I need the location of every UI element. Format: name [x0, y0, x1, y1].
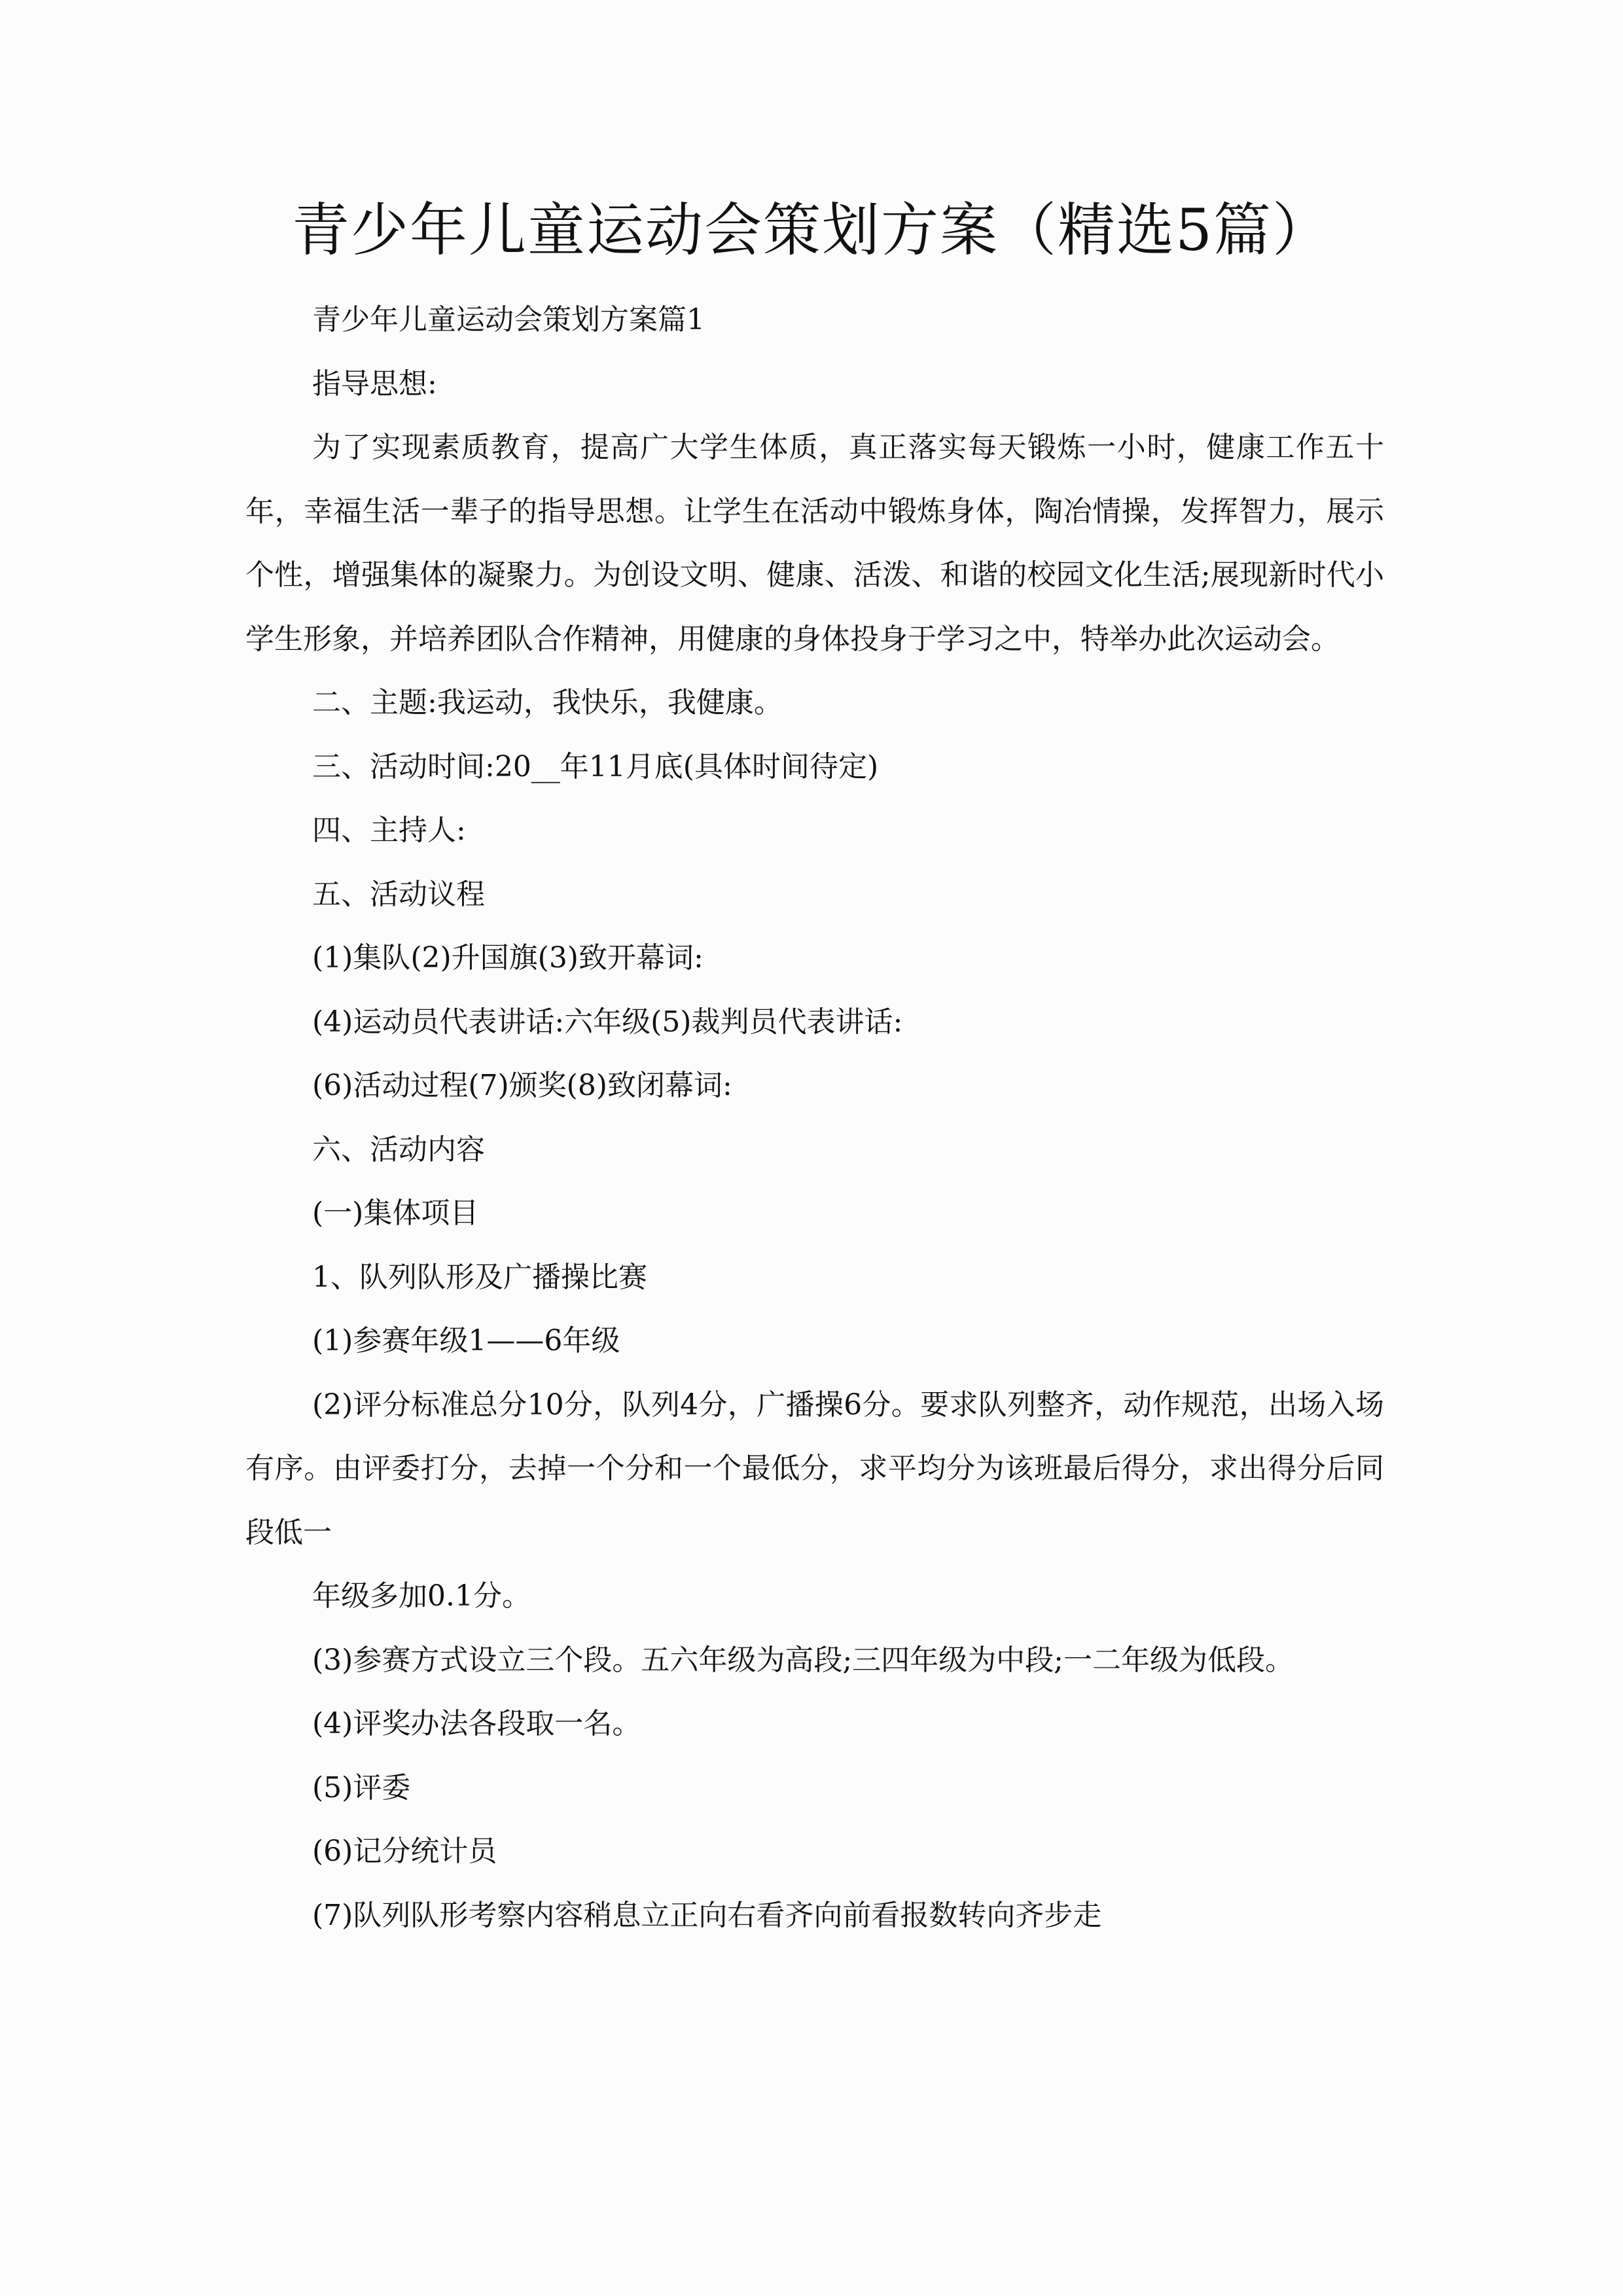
participating-grades-line: (1)参赛年级1——6年级	[312, 1324, 620, 1357]
participation-method-paragraph: (3)参赛方式设立三个段。五六年级为高段;三四年级为中段;一二年级为低段。	[312, 1643, 1294, 1677]
section-heading-part-1: 青少年儿童运动会策划方案篇1	[312, 303, 705, 336]
document-title: 青少年儿童运动会策划方案（精选5篇）	[292, 196, 1331, 264]
activity-time-line: 三、活动时间:20__年11月底(具体时间待定)	[312, 749, 879, 783]
scoring-criteria-paragraph: (2)评分标准总分10分，队列4分，广播操6分。要求队列整齐，动作规范，出场入场有序。由评委打分，去掉一个分和一个最低分，求平均分为该班最后得分，求出得分后同段低一	[245, 1388, 1384, 1549]
guiding-ideology-heading: 指导思想:	[312, 367, 437, 401]
award-method-line: (4)评奖办法各段取一名。	[312, 1707, 641, 1740]
theme-line: 二、主题:我运动，我快乐，我健康。	[312, 686, 783, 719]
group-events-heading: (一)集体项目	[312, 1196, 479, 1230]
document-body	[245, 288, 1384, 1947]
agenda-item-6-8: (6)活动过程(7)颁奖(8)致闭幕词:	[312, 1069, 732, 1102]
judges-line: (5)评委	[312, 1770, 411, 1804]
agenda-heading: 五、活动议程	[312, 877, 485, 911]
scorekeeper-line: (6)记分统计员	[312, 1835, 497, 1868]
grade-bonus-line: 年级多加0.1分。	[312, 1579, 531, 1613]
agenda-item-4-5: (4)运动员代表讲话:六年级(5)裁判员代表讲话:	[312, 1005, 903, 1039]
host-line: 四、主持人:	[312, 814, 466, 847]
activity-content-heading: 六、活动内容	[312, 1132, 485, 1166]
formation-content-line: (7)队列队形考察内容稍息立正向右看齐向前看报数转向齐步走	[312, 1898, 1102, 1932]
agenda-item-1-3: (1)集队(2)升国旗(3)致开幕词:	[312, 941, 704, 975]
formation-drill-heading: 1、队列队形及广播操比赛	[312, 1260, 647, 1294]
guiding-ideology-paragraph: 为了实现素质教育，提高广大学生体质，真正落实每天锻炼一小时，健康工作五十年，幸福生活一辈子的指导思想。让学生在活动中锻炼身体，陶冶情操，发挥智力，展示个性，增强集体的凝聚力。为创设文明、健康、活泼、和谐的校园文化生活;展现新时代小学生形象，并培养团队合作精神，用健康的身体投身于学习之中，特举办此次运动会。	[245, 431, 1384, 656]
